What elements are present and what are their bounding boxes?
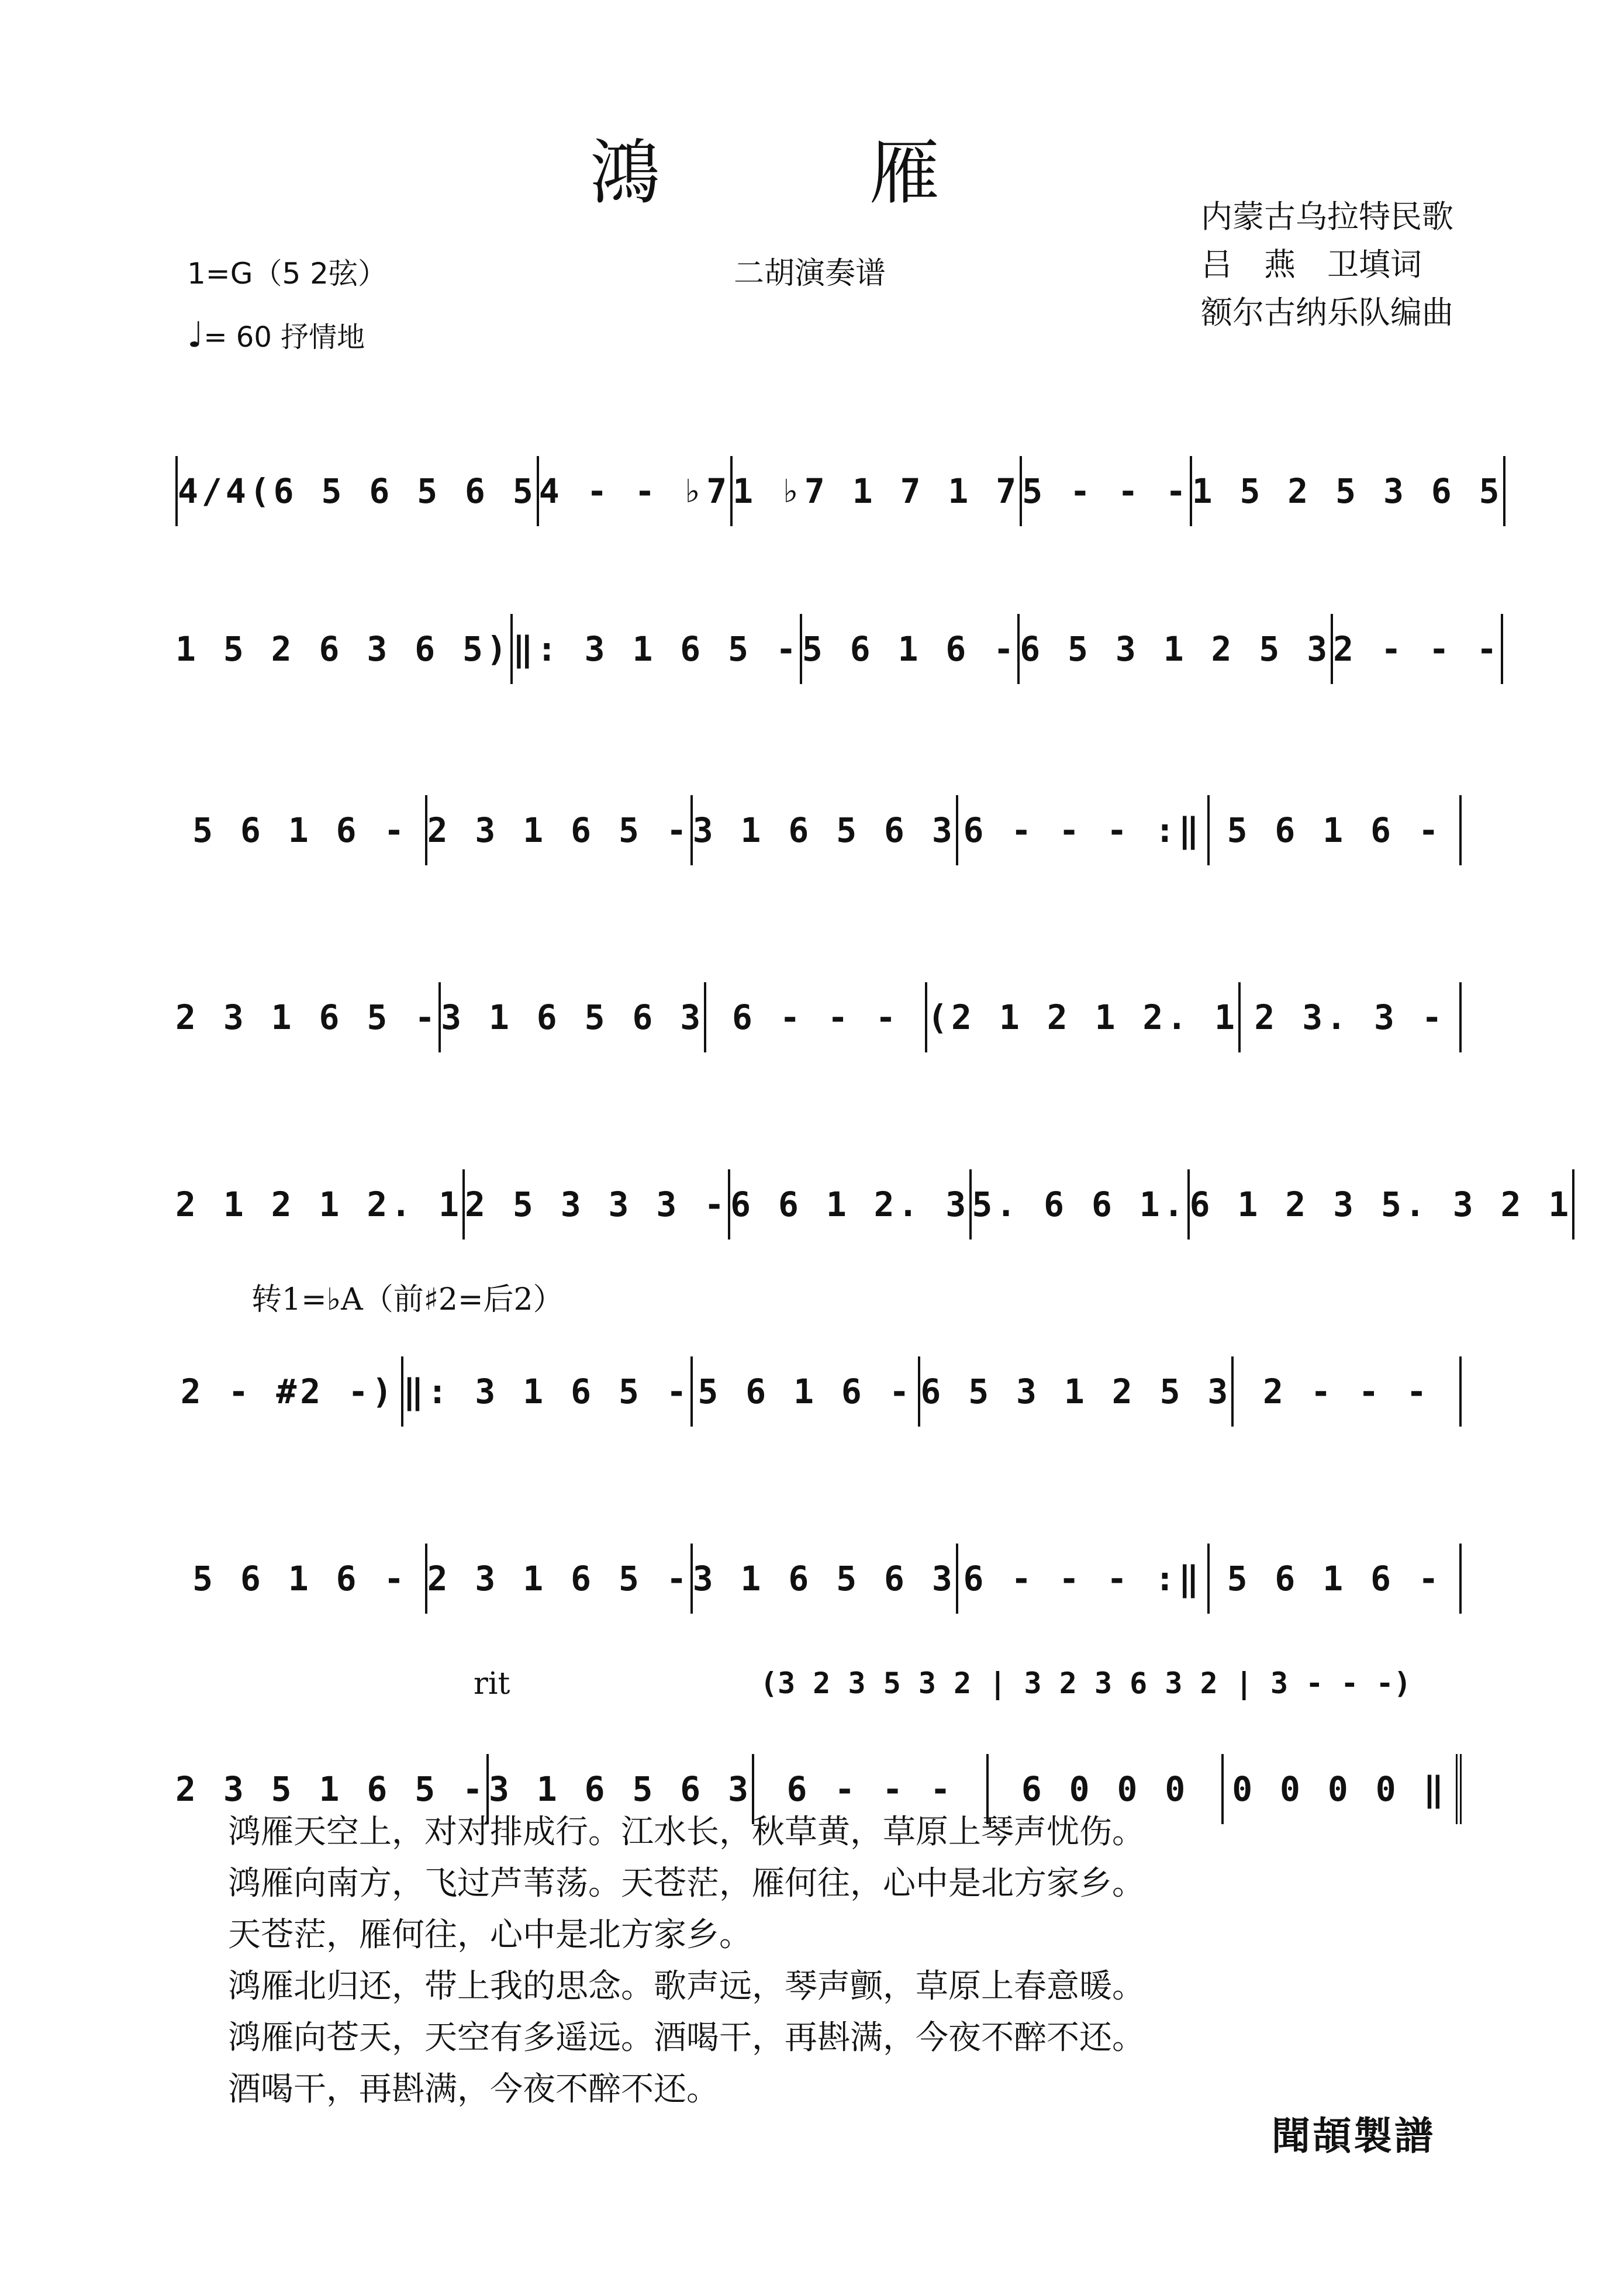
credit-arranger: 额尔古纳乐队编曲 (1201, 294, 1453, 331)
credit-lyricist: 吕 燕 卫填词 (1201, 246, 1422, 283)
measure: 0 0 0 0 ‖ (1224, 1754, 1462, 1824)
ending-cue-part: 3 2 3 6 3 2 (1024, 1666, 1218, 1700)
measure: 6 5 3 1 2 5 3 (1020, 614, 1333, 684)
measure: 6 5 3 1 2 5 3 (920, 1356, 1234, 1427)
measure: 5. 6 6 1. (972, 1169, 1189, 1240)
lyric-line: 天苍茫，雁何往，心中是北方家乡。 (228, 1916, 752, 1954)
measure: 6 - - - (706, 982, 927, 1052)
ending-cue-part: 3 - - -) (1270, 1666, 1411, 1700)
measure: 2 3 1 6 5 - (427, 1544, 693, 1614)
measure: 4 - - ♭7 (539, 456, 733, 526)
rit-mark: rit (474, 1666, 510, 1701)
measure: 5 6 1 6 - (1210, 1544, 1462, 1614)
measure: 6 0 0 0 (989, 1754, 1223, 1824)
measure: 2 3 1 6 5 - (175, 982, 441, 1052)
lyric-line: 鸿雁北归还，带上我的思念。歌声远，琴声颤，草原上春意暖。 (228, 1967, 1145, 2005)
measure: 3 1 6 5 6 3 (489, 1754, 754, 1824)
lyric-line: 鸿雁向南方，飞过芦苇荡。天苍茫，雁何往，心中是北方家乡。 (228, 1865, 1145, 1903)
score-system (175, 509, 1501, 684)
score-system (175, 1064, 1573, 1240)
ending-cue-part: (3 2 3 5 3 2 (760, 1666, 972, 1700)
measure: 3 1 6 5 6 3 (693, 1544, 958, 1614)
measure: 6 6 1 2. 3 (730, 1169, 972, 1240)
measure: 3 1 6 5 6 3 (441, 982, 706, 1052)
credits (1201, 193, 1453, 337)
measure: 5 6 1 6 - (1210, 795, 1462, 865)
maker-stamp: 聞頡製譜 (1272, 2113, 1435, 2159)
page-title: 鴻 雁 (589, 133, 1034, 214)
measure: 2 - - - (1234, 1356, 1462, 1427)
subtitle: 二胡演奏谱 (734, 256, 886, 291)
key-signature: 1=G（5 2弦） (187, 257, 387, 291)
measure: 2 1 2 1 2. 1 (175, 1169, 465, 1240)
measure: 6 - - - :‖ (958, 795, 1210, 865)
measure: 2 - #2 -) (175, 1356, 403, 1427)
lyric-line: 酒喝干，再斟满，今夜不醉不还。 (228, 2070, 719, 2108)
lyric-line: 鸿雁天空上，对对排成行。江水长，秋草黄，草原上琴声忧伤。 (228, 1813, 1145, 1851)
measure: 2 5 3 3 3 - (465, 1169, 730, 1240)
measure: 5 - - - (1022, 456, 1192, 526)
measure: 5 6 1 6 - (175, 1544, 427, 1614)
score-system (175, 351, 1503, 526)
ending-cue: (3 2 3 5 3 2 | 3 2 3 6 3 2 | 3 - - -) (760, 1666, 1411, 1700)
measure: 4/4(6 5 6 5 6 5 (175, 456, 539, 526)
measure: 5 6 1 6 - (693, 1356, 921, 1427)
measure: 1 ♭7 1 7 1 7 (733, 456, 1022, 526)
measure: 6 - - - (754, 1754, 989, 1824)
measure: 1 5 2 6 3 6 5) (175, 614, 513, 684)
measure: ‖: 3 1 6 5 - (513, 614, 802, 684)
score-system (175, 1438, 1462, 1614)
lyric-line: 鸿雁向苍天，天空有多遥远。酒喝干，再斟满，今夜不醉不还。 (228, 2019, 1145, 2057)
tempo-text: = 60 抒情地 (203, 321, 365, 354)
lyrics (228, 1807, 1145, 2115)
measure: 1 5 2 5 3 6 5 (1192, 456, 1505, 526)
measure: 2 3. 3 - (1241, 982, 1462, 1052)
credit-origin: 内蒙古乌拉特民歌 (1201, 198, 1453, 235)
measure: 2 3 1 6 5 - (427, 795, 693, 865)
measure: 2 - - - (1333, 614, 1503, 684)
quarter-note-icon: ♩ (187, 315, 204, 355)
measure: 2 3 5 1 6 5 - (175, 1754, 489, 1824)
score-system (175, 690, 1462, 865)
measure: (2 1 2 1 2. 1 (927, 982, 1241, 1052)
measure: 5 6 1 6 - (175, 795, 427, 865)
measure: ‖: 3 1 6 5 - (403, 1356, 693, 1427)
measure: 5 6 1 6 - (802, 614, 1020, 684)
score-system (175, 1637, 1462, 1824)
tempo-marking (187, 315, 365, 355)
measure: 6 - - - :‖ (958, 1544, 1210, 1614)
score-system (175, 1251, 1462, 1427)
measure: 6 1 2 3 5. 3 2 1 (1190, 1169, 1575, 1240)
measure: 3 1 6 5 6 3 (693, 795, 958, 865)
score-system (175, 877, 1462, 1052)
modulation-mark: 转1=♭A（前♯2=后2） (251, 1282, 564, 1317)
